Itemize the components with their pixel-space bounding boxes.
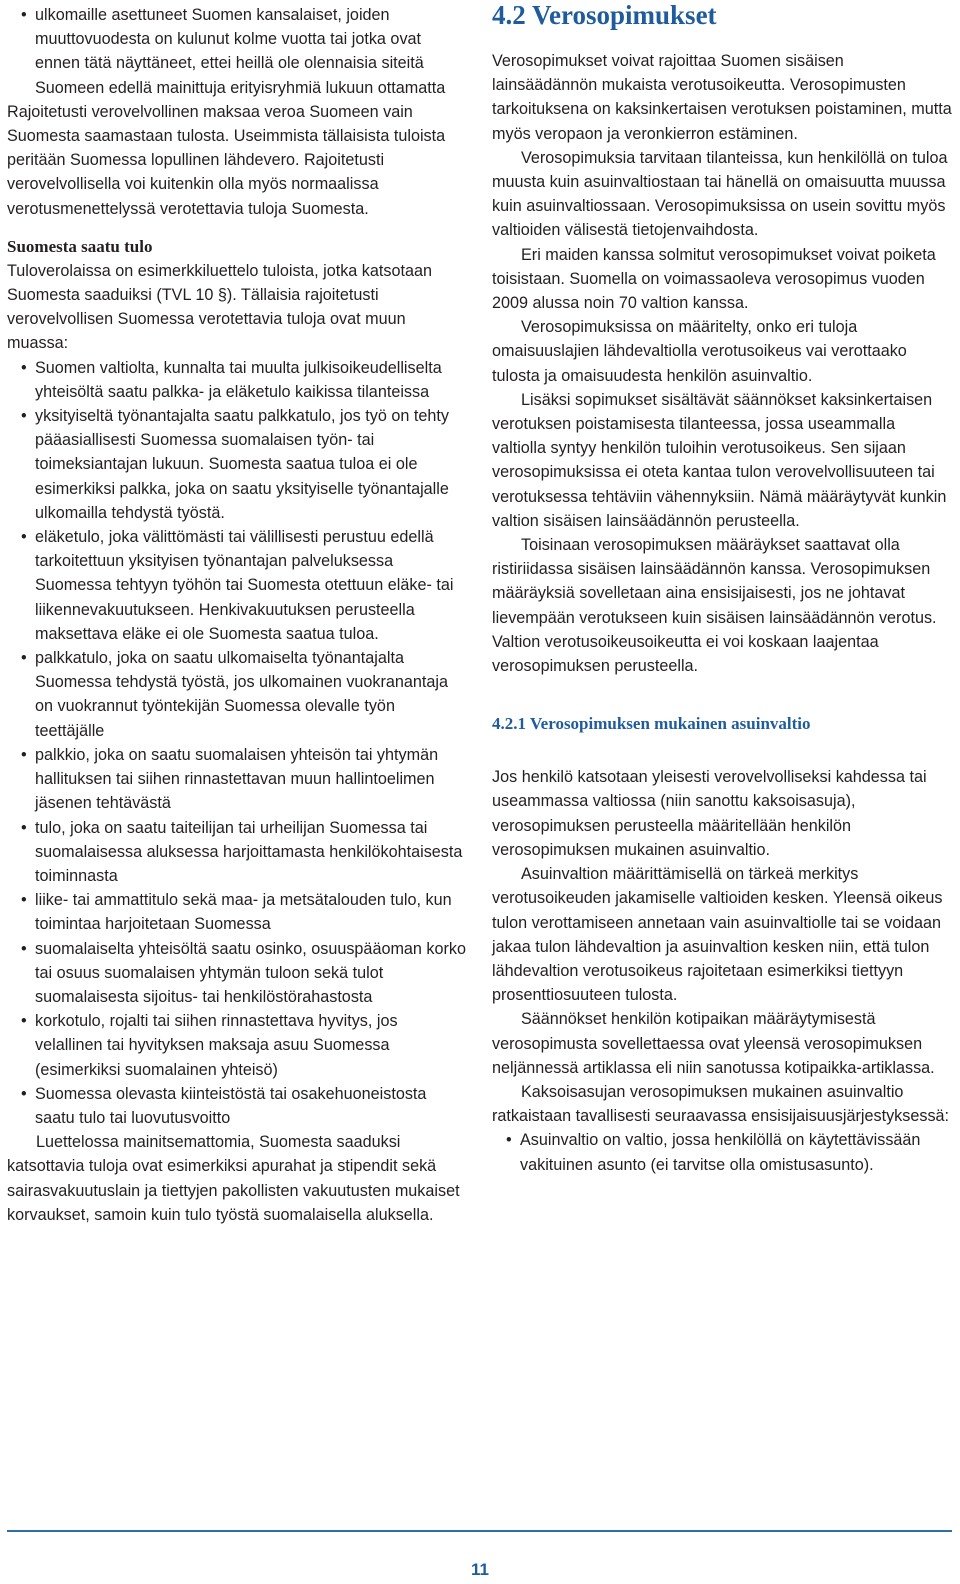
list-item: • tulo, joka on saatu taiteilijan tai urheilijan Suomessa tai suomalaisessa aluksessa harjoittamasta henkilökohtaisesta toiminnasta [7, 816, 467, 889]
list-item: • ulkomaille asettuneet Suomen kansalaiset, joiden muuttovuodesta on kulunut kolme vuotta tai jotka ovat ennen tätä näyttäneet, ettei heillä ole olennaisia siteitä Suomeen edellä mainittuja erityisryhmiä lukuun ottamatta [7, 3, 467, 100]
page-number: 11 [471, 1560, 489, 1579]
list-item: • palkkio, joka on saatu suomalaisen yhteisön tai yhtymän hallituksen tai siihen rinnastettavan muun hallintoelimen jäsenen tehtävästä [7, 743, 467, 816]
list-item: • palkkatulo, joka on saatu ulkomaiselta työnantajalta Suomessa tehdystä työstä, jos ulkomainen vuokranantaja on vuokrannut työntekijän Suomessa olevalle työn teettäjälle [7, 646, 467, 743]
list-item: • Asuinvaltio on valtio, jossa henkilöllä on käytettävissään vakituinen asunto (ei tarvitse olla omistusasunto). [492, 1128, 952, 1176]
left-column [7, 0, 467, 1227]
list-item: • Suomen valtiolta, kunnalta tai muulta julkisoikeudelliselta yhteisöltä saatu palkka- ja eläketulo kaikissa tilanteissa [7, 356, 467, 404]
section-heading: 4.2 Verosopimukset [492, 0, 717, 30]
body-paragraph: Kaksoisasujan verosopimuksen mukainen asuinvaltio ratkaistaan tavallisesti seuraavassa ensisijaisuusjärjestyksessä: [492, 1082, 950, 1126]
body-paragraph: Säännökset henkilön kotipaikan määräytymisestä verosopimusta sovellettaessa ovat yleensä verosopimuksen neljännessä artiklassa eli niin sanotussa kotipaikka-artiklassa. [492, 1010, 935, 1077]
body-paragraph: Luettelossa mainitsemattomia, Suomesta saaduksi katsottavia tuloja ovat esimerkiksi apurahat ja stipendit sekä sairasvakuutuslain ja tiettyjen pakollisten vakuutusten mukaiset korvaukset, samoin kuin tulo työstä suomalaisella aluksella. [7, 1133, 460, 1224]
footer-rule [7, 1530, 952, 1532]
body-paragraph: Tuloverolaissa on esimerkkiluettelo tuloista, jotka katsotaan Suomesta saaduiksi (TVL 10 §). Tällaisia rajoitetusti verovelvollisen Suomessa verotettavia tuloja ovat muun muassa: [7, 261, 432, 353]
residency-order-list [492, 1128, 952, 1176]
body-paragraph: Verosopimukset voivat rajoittaa Suomen sisäisen lainsäädännön mukaista verotusoikeutta. Verosopimusten tarkoituksena on kaksinkertaisen verotuksen poistaminen, mutta myös veropaon ja veronkierron estäminen. [492, 52, 952, 143]
list-item: • liike- tai ammattitulo sekä maa- ja metsätalouden tulo, kun toimintaa harjoitetaan Suomessa [7, 888, 467, 936]
list-item: • korkotulo, rojalti tai siihen rinnastettava hyvitys, jos velallinen tai hyvityksen maksaja asuu Suomessa (esimerkiksi suomalainen yhteisö) [7, 1009, 467, 1082]
residency-list-continuation [7, 3, 467, 100]
income-list [7, 356, 467, 1131]
body-paragraph: Toisinaan verosopimuksen määräykset saattavat olla ristiriidassa sisäisen lainsäädännön kanssa. Verosopimuksen määräyksiä sovelletaan aina ensisijaisesti, jos ne johtavat lievempään verotukseen kuin sisäisen lainsäädännön verotus. Valtion verotusoikeusoikeutta ei voi koskaan laajentaa verosopimuksen perusteella. [492, 536, 937, 676]
body-paragraph: Lisäksi sopimukset sisältävät säännökset kaksinkertaisen verotuksen poistamisesta tilanteessa, jossa useammalla valtiolla syntyy henkilön tuloihin verotusoikeus. Sen sijaan verosopimuksissa ei oteta kantaa tulon verovelvollisuuteen tai verotuksessa tehtäviin vähennyksiin. Nämä määräytyvät kunkin valtion sisäisen lainsäädännön perusteella. [492, 390, 947, 530]
list-item: • suomalaiselta yhteisöltä saatu osinko, osuuspääoman korko tai osuus suomalaisen yhtymän tuloon sekä tulot suomalaisesta sijoitus- tai henkilöstörahastosta [7, 937, 467, 1010]
list-item: • yksityiseltä työnantajalta saatu palkkatulo, jos työ on tehty pääasiallisesti Suomessa suomalaisen työn- tai toimeksiantajan lukuun. Suomesta saatua tuloa ei ole esimerkiksi palkka, joka on saatu yksityiselle työnantajalle ulkomailla tehdystä työstä. [7, 404, 467, 525]
body-paragraph: Jos henkilö katsotaan yleisesti verovelvolliseksi kahdessa tai useammassa valtiossa (niin sanottu kaksoisasuja), verosopimuksen perusteella määritellään henkilön verosopimuksen mukainen asuinvaltio. [492, 768, 927, 859]
body-paragraph: Asuinvaltion määrittämisellä on tärkeä merkitys verotusoikeuden jakamiselle valtioiden kesken. Yleensä oikeus tulon verottamiseen annetaan vain asuinvaltiolle tai se voidaan jakaa tulon lähdevaltion ja asuinvaltion kesken niin, että tulon lähdevaltion verotusoikeus rajoitetaan esimerkiksi tiettyyn prosenttiosuuteen tulosta. [492, 865, 943, 1005]
subsection-heading: 4.2.1 Verosopimuksen mukainen asuinvaltio [492, 714, 811, 734]
right-column [492, 0, 952, 1177]
list-item: • Suomessa olevasta kiinteistöstä tai osakehuoneistosta saatu tulo tai luovutusvoitto [7, 1082, 467, 1130]
list-item: • eläketulo, joka välittömästi tai välillisesti perustuu edellä tarkoitettuun yksityisen työnantajan palveluksessa Suomessa tehtyyn työhön tai Suomesta otettuun eläke- tai liikennevakuutukseen. Henkivakuutuksen perusteella maksettava eläke ei ole Suomesta saatua tuloa. [7, 525, 467, 646]
body-paragraph: Eri maiden kanssa solmitut verosopimukset voivat poiketa toisistaan. Suomella on voimassaoleva verosopimus vuoden 2009 alussa noin 70 valtion kanssa. [492, 245, 936, 313]
body-paragraph: Rajoitetusti verovelvollinen maksaa veroa Suomeen vain Suomesta saamastaan tulosta. Useimmista tällaisista tuloista peritään Suomessa lopullinen lähdevero. Rajoitetusti verovelvollisella voi kuitenkin olla myös normaalissa verotusmenettelyssä verotettavia tuloja Suomesta. [7, 102, 446, 218]
body-paragraph: Verosopimuksissa on määritelty, onko eri tuloja omaisuuslajien lähdevaltiolla verotusoikeus vai verottaako tulosta ja omaisuudesta henkilön asuinvaltio. [492, 318, 907, 385]
body-paragraph: Verosopimuksia tarvitaan tilanteissa, kun henkilöllä on tuloa muusta kuin asuinvaltiostaan tai hänellä on omaisuutta muussa kuin asuinvaltiossaan. Verosopimuksissa on usein sovittu myös valtioiden välisestä tietojenvaihdosta. [492, 148, 948, 240]
subheading-income-from-finland: Suomesta saatu tulo [7, 236, 153, 256]
